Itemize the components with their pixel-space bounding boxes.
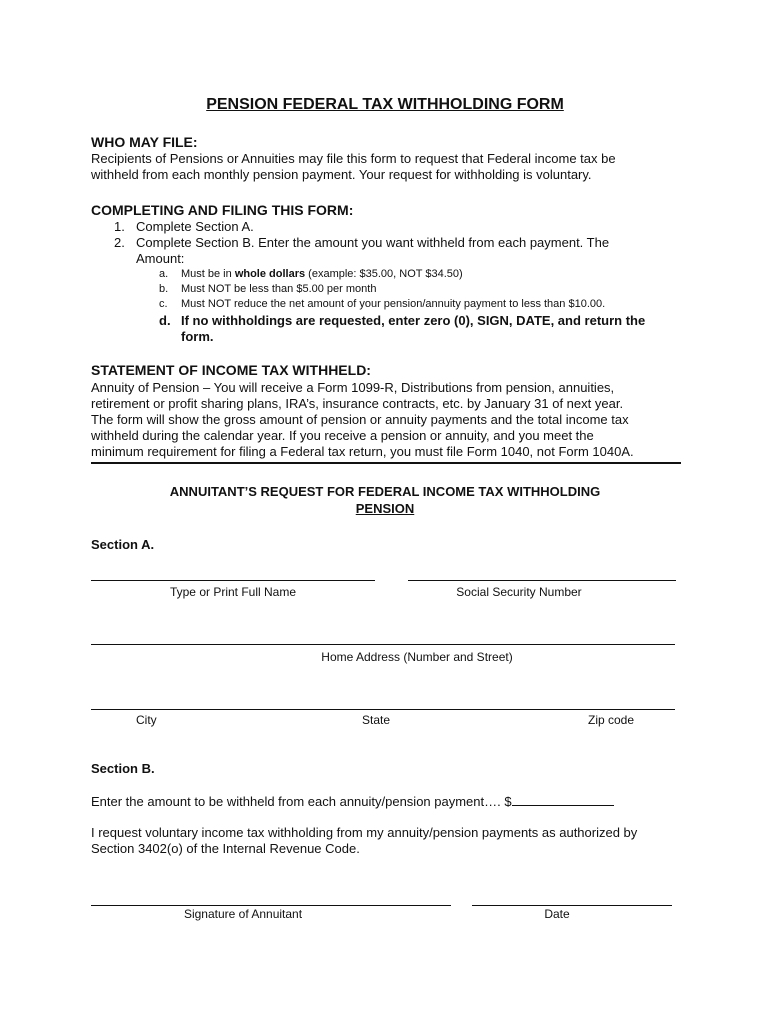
- amount-field[interactable]: [512, 793, 614, 806]
- statement-line-1: Annuity of Pension – You will receive a Form 1099-R, Distributions from pension, annuities,: [91, 380, 615, 395]
- request-text: [91, 825, 691, 857]
- who-line-2: withheld from each monthly pension payment. Your request for withholding is voluntary.: [91, 167, 592, 182]
- date-field[interactable]: [472, 893, 672, 906]
- sub-a-bold: whole dollars: [234, 268, 306, 280]
- item-2-line-1: Complete Section B. Enter the amount you want withheld from each payment. The: [136, 235, 610, 250]
- item-1-text: Complete Section A.: [136, 219, 254, 234]
- sub-d-line-1: If no withholdings are requested, enter zero (0), SIGN, DATE, and return the: [181, 313, 646, 328]
- sub-b-text: Must NOT be less than $5.00 per month: [181, 283, 377, 295]
- who-line-1: Recipients of Pensions or Annuities may file this form to request that Federal income tax be: [91, 151, 616, 166]
- statement-line-5: minimum requirement for filing a Federal tax return, you must file Form 1040, not Form 1040A.: [91, 444, 634, 459]
- sub-c-text: Must NOT reduce the net amount of your pension/annuity payment to less than $10.00.: [181, 298, 606, 310]
- sub-a-post: (example: $35.00, NOT $34.50): [305, 268, 463, 280]
- request-heading: ANNUITANT’S REQUEST FOR FEDERAL INCOME TAX WITHHOLDING: [169, 484, 601, 499]
- sub-d-line-2: form.: [181, 329, 214, 344]
- request-subheading: PENSION: [355, 501, 415, 516]
- who-may-file-text: [91, 151, 681, 183]
- section-b-heading: Section B.: [91, 761, 155, 776]
- state-caption: State: [362, 713, 391, 727]
- item-2-line-2: Amount:: [136, 251, 185, 266]
- amount-text: Enter the amount to be withheld from each annuity/pension payment…. $: [91, 794, 512, 809]
- ssn-field[interactable]: [408, 568, 676, 581]
- sub-c-letter: c.: [159, 298, 168, 310]
- home-address-field[interactable]: [91, 632, 675, 645]
- zip-caption: Zip code: [588, 713, 635, 727]
- date-caption: Date: [544, 907, 570, 921]
- request-line-2: Section 3402(o) of the Internal Revenue Code.: [91, 841, 360, 856]
- statement-heading: STATEMENT OF INCOME TAX WITHHELD:: [91, 362, 371, 378]
- signature-caption: Signature of Annuitant: [183, 907, 303, 921]
- sub-d-letter: d.: [159, 313, 171, 328]
- statement-line-4: withheld during the calendar year. If you receive a pension or annuity, and you meet the: [91, 428, 594, 443]
- statement-line-2: retirement or profit sharing plans, IRA’s, insurance contracts, etc. by January 31 of next year.: [91, 396, 624, 411]
- item-1-number: 1.: [114, 219, 125, 234]
- sub-b-letter: b.: [159, 283, 169, 295]
- who-may-file-heading: WHO MAY FILE:: [91, 134, 198, 150]
- sub-a-text: [181, 267, 463, 282]
- signature-field[interactable]: [91, 893, 451, 906]
- amount-line: [91, 793, 614, 809]
- city-caption: City: [136, 713, 157, 727]
- item-2-text: [136, 235, 696, 267]
- sub-a-letter: a.: [159, 268, 169, 280]
- sub-d-text: [181, 313, 701, 345]
- ssn-caption: Social Security Number: [456, 585, 582, 599]
- completing-heading: COMPLETING AND FILING THIS FORM:: [91, 202, 354, 218]
- statement-text: [91, 380, 691, 460]
- section-divider: [91, 462, 681, 464]
- item-2-number: 2.: [114, 235, 125, 250]
- sub-a-pre: Must be in: [181, 268, 235, 280]
- section-a-heading: Section A.: [91, 537, 155, 552]
- home-address-caption: Home Address (Number and Street): [321, 650, 513, 664]
- full-name-field[interactable]: [91, 568, 375, 581]
- statement-line-3: The form will show the gross amount of pension or annuity payments and the total income tax: [91, 412, 629, 427]
- city-state-zip-field[interactable]: [91, 697, 675, 710]
- full-name-caption: Type or Print Full Name: [169, 585, 297, 599]
- form-title: PENSION FEDERAL TAX WITHHOLDING FORM: [206, 96, 564, 113]
- request-line-1: I request voluntary income tax withholding from my annuity/pension payments as authorized by: [91, 825, 638, 840]
